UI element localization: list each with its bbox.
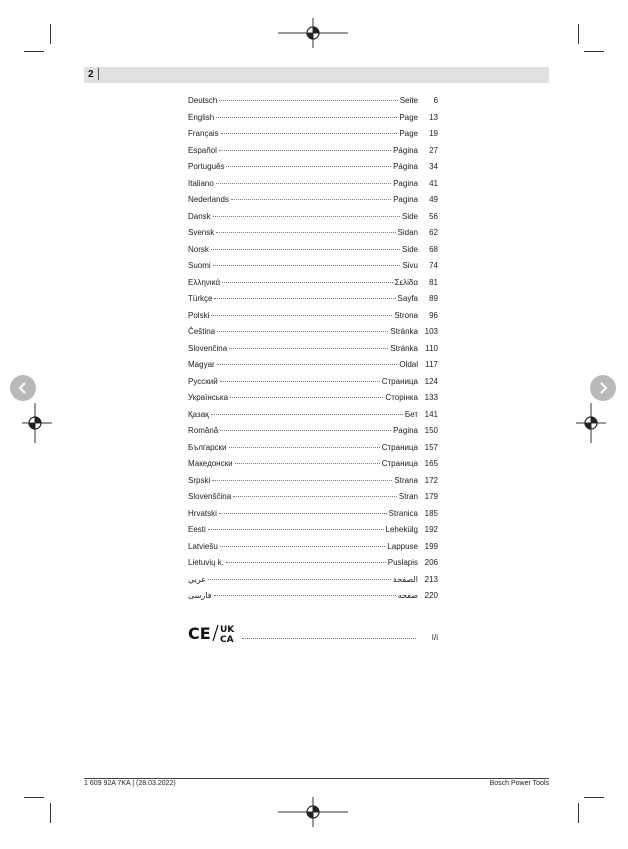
leader-dots (229, 447, 380, 448)
toc-language: Français (188, 129, 219, 138)
toc-page-number: 89 (429, 294, 438, 303)
toc-page-number: 150 (424, 426, 438, 435)
toc-page-word: Stranica (388, 508, 418, 518)
toc-language: Eesti (188, 525, 206, 534)
toc-language: Македонски (188, 459, 233, 468)
toc-page-number: 117 (425, 360, 438, 369)
toc-language: Nederlands (188, 195, 229, 204)
toc-entry[interactable] (188, 392, 438, 409)
toc-page-word: Страница (381, 459, 418, 468)
toc-entry[interactable] (188, 326, 438, 343)
toc-entry[interactable] (188, 409, 438, 426)
table-of-contents (188, 95, 438, 607)
ukca-mark-line2: CA (220, 635, 234, 644)
leader-dots (216, 232, 395, 233)
toc-entry[interactable] (188, 442, 438, 459)
toc-page-number: 68 (429, 244, 438, 254)
toc-page-number: 141 (424, 409, 438, 419)
toc-language: Latviešu (188, 541, 218, 551)
toc-page-number: 133 (424, 393, 438, 402)
crop-mark (578, 24, 579, 44)
toc-language: عربي (188, 574, 207, 584)
toc-page-word: Страница (381, 376, 418, 386)
toc-language: Italiano (188, 178, 214, 188)
crop-mark (24, 797, 44, 798)
leader-dots (229, 348, 388, 349)
toc-page-word: صفحه (397, 591, 418, 600)
toc-entry[interactable] (188, 541, 438, 558)
toc-language: Svensk (188, 228, 215, 237)
toc-entry[interactable] (188, 524, 438, 541)
crop-mark (584, 797, 604, 798)
toc-page-word: Strana (394, 475, 418, 485)
leader-dots (216, 183, 391, 184)
toc-page-word: الصفحة (392, 574, 418, 584)
toc-page-word: Lappuse (387, 541, 418, 551)
next-page-button[interactable] (590, 375, 616, 401)
toc-entry[interactable] (188, 590, 438, 607)
leader-dots (214, 595, 396, 596)
leader-dots (230, 397, 383, 398)
toc-page-number: 220 (424, 591, 438, 600)
toc-entry[interactable] (188, 161, 438, 178)
toc-language: Čeština (188, 327, 216, 336)
toc-page-word: Página (393, 162, 418, 171)
leader-dots (217, 364, 398, 365)
toc-language: Български (188, 442, 227, 452)
toc-page-word: Side (401, 244, 418, 254)
leader-dots (211, 315, 392, 316)
leader-dots (219, 513, 387, 514)
leader-dots (220, 546, 386, 547)
toc-entry[interactable] (188, 508, 438, 525)
crop-mark (50, 24, 51, 44)
page-number-divider (98, 68, 99, 80)
toc-language: Polski (188, 310, 210, 320)
leader-dots (221, 133, 398, 134)
leader-dots (208, 579, 391, 580)
page-number: 2 (88, 69, 94, 80)
registration-mark-icon (576, 403, 606, 443)
leader-dots (231, 199, 391, 200)
toc-page-number: 74 (429, 261, 438, 270)
crop-mark (24, 51, 44, 52)
toc-page-word: Sidan (397, 228, 418, 237)
toc-page-word: Страница (381, 442, 418, 452)
toc-language: Srpski (188, 475, 211, 485)
toc-page-word: Sayfa (397, 294, 418, 303)
leader-dots (233, 496, 397, 497)
toc-page-number: 157 (424, 442, 438, 452)
toc-page-number: 179 (424, 492, 438, 501)
toc-page-word: Strona (394, 310, 418, 320)
toc-page-word: Stránka (390, 343, 418, 353)
toc-language: Dansk (188, 211, 211, 221)
ce-ukca-marks-icon (188, 622, 240, 644)
toc-page-number: 172 (424, 475, 438, 485)
toc-page-number: 110 (425, 343, 438, 353)
toc-page-word: Stran (398, 492, 418, 501)
toc-page-word: Σελίδα (394, 277, 418, 287)
toc-language: Español (188, 145, 217, 155)
toc-entry[interactable] (188, 260, 438, 277)
certification-page: I/i (431, 633, 438, 642)
toc-language: Português (188, 162, 225, 171)
toc-page-word: Stránka (390, 327, 418, 336)
leader-dots (212, 480, 392, 481)
toc-entry[interactable] (188, 574, 438, 591)
leader-dots (235, 463, 380, 464)
toc-page-word: Pagina (393, 178, 418, 188)
chevron-left-icon (16, 381, 30, 395)
toc-page-word: Sivu (402, 261, 418, 270)
toc-page-number: 206 (424, 558, 438, 567)
toc-language: Slovenščina (188, 492, 232, 501)
toc-page-number: 199 (424, 541, 438, 551)
toc-page-number: 81 (429, 277, 438, 287)
leader-dots (208, 529, 384, 530)
toc-entry[interactable] (188, 293, 438, 310)
toc-page-word: Oldal (399, 360, 418, 369)
toc-page-number: 6 (433, 96, 438, 105)
toc-page-number: 213 (424, 574, 438, 584)
chevron-right-icon (596, 381, 610, 395)
toc-language: English (188, 112, 215, 122)
toc-page-word: Lehekülg (385, 525, 418, 534)
leader-dots (211, 414, 403, 415)
toc-page-word: Página (393, 145, 418, 155)
leader-dots (213, 216, 400, 217)
toc-page-number: 34 (429, 162, 438, 171)
toc-entry[interactable] (188, 491, 438, 508)
toc-page-word: Бет (404, 409, 418, 419)
leader-dots (219, 150, 391, 151)
leader-dots (211, 249, 400, 250)
toc-page-number: 41 (429, 178, 438, 188)
leader-dots (220, 381, 380, 382)
toc-entry[interactable] (188, 277, 438, 294)
toc-page-word: Page (399, 112, 418, 122)
leader-dots (220, 430, 391, 431)
toc-language: Deutsch (188, 96, 218, 105)
toc-entry[interactable] (188, 475, 438, 492)
toc-language: Magyar (188, 360, 215, 369)
toc-entry[interactable] (188, 95, 438, 112)
toc-page-number: 165 (424, 459, 438, 468)
toc-entry[interactable] (188, 310, 438, 327)
leader-dots (226, 562, 386, 563)
toc-page-number: 103 (424, 327, 438, 336)
footer-rule (84, 778, 549, 779)
toc-language: Hrvatski (188, 508, 217, 518)
leader-dots (214, 298, 395, 299)
toc-page-number: 96 (429, 310, 438, 320)
ukca-mark-line1: UK (220, 625, 235, 635)
toc-page-number: 27 (429, 145, 438, 155)
toc-page-number: 19 (429, 129, 438, 138)
toc-language: Lietuvių k. (188, 558, 225, 567)
brand-footer: Bosch Power Tools (489, 780, 549, 787)
toc-page-number: 13 (429, 112, 438, 122)
toc-page-word: Puslapis (387, 558, 418, 567)
ce-mark-text: CE (188, 624, 211, 643)
toc-entry[interactable] (188, 128, 438, 145)
leader-dots (216, 117, 397, 118)
toc-language: Română (188, 426, 219, 435)
leader-dots (213, 265, 401, 266)
toc-entry[interactable] (188, 359, 438, 376)
toc-page-number: 56 (429, 211, 438, 221)
certification-row (188, 622, 438, 644)
toc-page-word: Сторінка (385, 393, 418, 402)
document-code: 1 609 92A 7KA | (28.03.2022) (84, 780, 176, 787)
toc-entry[interactable] (188, 557, 438, 574)
toc-page-number: 62 (429, 228, 438, 237)
leader-dots (222, 282, 393, 283)
toc-page-number: 185 (424, 508, 438, 518)
toc-language: Ελληνικά (188, 277, 221, 287)
toc-entry[interactable] (188, 244, 438, 261)
leader-dots (226, 166, 391, 167)
toc-page-number: 192 (424, 525, 438, 534)
toc-language: Русский (188, 376, 218, 386)
toc-page-word: Pagina (393, 426, 418, 435)
crop-mark (578, 803, 579, 823)
toc-entry[interactable] (188, 425, 438, 442)
toc-entry[interactable] (188, 145, 438, 162)
registration-mark-icon (22, 403, 52, 443)
toc-page-word: Side (401, 211, 418, 221)
toc-language: Suomi (188, 261, 211, 270)
leader-dots (217, 331, 388, 332)
leader-dots (219, 100, 397, 101)
previous-page-button[interactable] (10, 375, 36, 401)
toc-entry[interactable] (188, 178, 438, 195)
registration-mark-icon (278, 797, 348, 827)
toc-entry[interactable] (188, 343, 438, 360)
toc-language: Українська (188, 393, 229, 402)
toc-language: Norsk (188, 244, 209, 254)
toc-page-number: 49 (429, 195, 438, 204)
page-header-bar (84, 67, 549, 83)
toc-entry[interactable] (188, 211, 438, 228)
toc-entry[interactable] (188, 376, 438, 393)
toc-page-number: 124 (424, 376, 438, 386)
toc-page-word: Pagina (393, 195, 418, 204)
toc-page-word: Page (399, 129, 418, 138)
toc-language: فارسی (188, 591, 212, 600)
leader-dots (242, 638, 416, 639)
toc-language: Slovenčina (188, 343, 228, 353)
toc-entry[interactable] (188, 194, 438, 211)
toc-entry[interactable] (188, 227, 438, 244)
toc-language: Türkçe (188, 294, 213, 303)
registration-mark-icon (278, 18, 348, 48)
toc-page-word: Seite (399, 96, 418, 105)
toc-language: Қазақ (188, 409, 209, 419)
crop-mark (50, 803, 51, 823)
toc-entry[interactable] (188, 458, 438, 475)
crop-mark (584, 51, 604, 52)
toc-entry[interactable] (188, 112, 438, 129)
